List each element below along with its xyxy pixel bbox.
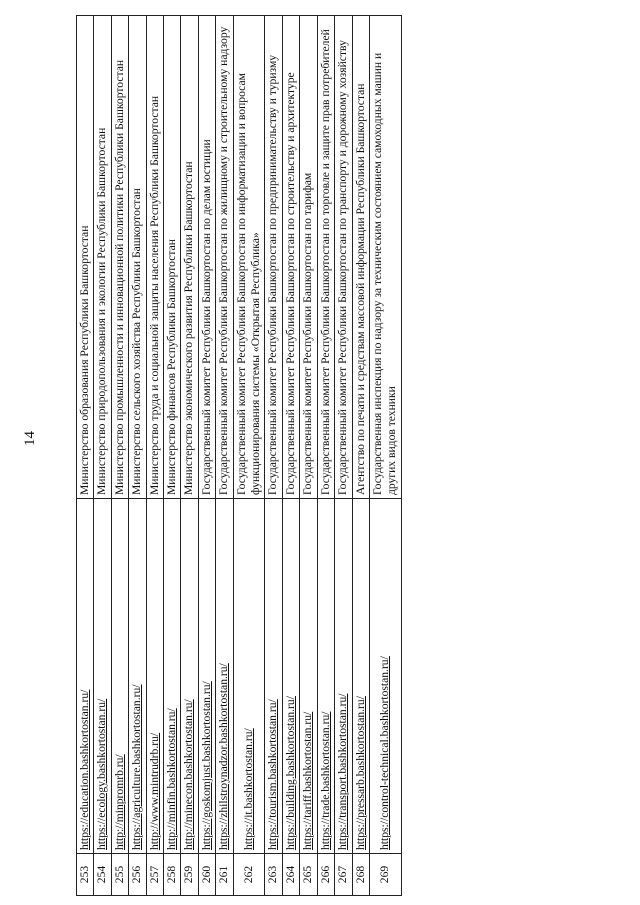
website-cell [129, 499, 146, 854]
website-link[interactable]: https://it.bashkortostan.ru/ [241, 728, 255, 850]
row-number: 268 [352, 854, 369, 896]
table-row [198, 16, 215, 896]
table-row [77, 16, 94, 896]
website-cell [282, 499, 299, 854]
organization-name: Государственный комитет Республики Башкортостан по делам юстиции [198, 16, 215, 499]
organization-name: Государственный комитет Республики Башкортостан по транспорту и дорожному хозяйству [335, 16, 352, 499]
table-row [146, 16, 163, 896]
row-number: 266 [317, 854, 334, 896]
table-row [129, 16, 146, 896]
website-link[interactable]: https://building.bashkortostan.ru/ [283, 696, 297, 850]
website-link[interactable]: https://control-technical.bashkortostan.ru/ [378, 656, 392, 850]
row-number: 257 [146, 854, 163, 896]
table-row [300, 16, 317, 896]
website-cell [181, 499, 198, 854]
website-link[interactable]: http://minecon.bashkortostan.ru/ [182, 699, 196, 850]
organization-name: Государственный комитет Республики Башкортостан по торговле и защите прав потребителей [317, 16, 334, 499]
table-body [77, 16, 402, 896]
website-cell [77, 499, 94, 854]
organization-name: Министерство финансов Республики Башкортостан [164, 16, 181, 499]
table-row [216, 16, 233, 896]
website-cell [233, 499, 265, 854]
table-row [181, 16, 198, 896]
organization-name: Министерство труда и социальной защиты населения Республики Башкортостан [146, 16, 163, 499]
website-link[interactable]: https://pressarb.bashkortostan.ru/ [353, 696, 367, 850]
website-cell [111, 499, 128, 854]
sites-table [76, 15, 402, 896]
organization-name: Агентство по печати и средствам массовой информации Республики Башкортостан [352, 16, 369, 499]
organization-name: Государственная инспекция по надзору за техническим состоянием самоходных машин и других видов техники [369, 16, 401, 499]
website-cell [300, 499, 317, 854]
website-cell [369, 499, 401, 854]
website-link[interactable]: https://tourism.bashkortostan.ru/ [266, 699, 280, 850]
organization-name: Министерство экономического развития Республики Башкортостан [181, 16, 198, 499]
organization-name: Государственный комитет Республики Башкортостан по строительству и архитектуре [282, 16, 299, 499]
row-number: 259 [181, 854, 198, 896]
website-cell [317, 499, 334, 854]
row-number: 262 [233, 854, 265, 896]
website-link[interactable]: http://minfin.bashkortostan.ru/ [165, 708, 179, 850]
website-link[interactable]: https://tariff.bashkortostan.ru/ [301, 711, 315, 850]
website-link[interactable]: https://zhilstroynadzor.bashkortostan.ru/ [217, 663, 231, 850]
website-cell [198, 499, 215, 854]
website-link[interactable]: https://goskomjust.bashkortostan.ru/ [199, 681, 213, 850]
table-row [335, 16, 352, 896]
website-cell [94, 499, 111, 854]
row-number: 264 [282, 854, 299, 896]
organization-name: Государственный комитет Республики Башкортостан по информатизации и вопросам функционирования системы «Открытая Республика» [233, 16, 265, 499]
row-number: 258 [164, 854, 181, 896]
row-number: 263 [265, 854, 282, 896]
organization-name: Министерство образования Республики Башкортостан [77, 16, 94, 499]
row-number: 261 [216, 854, 233, 896]
table-row [94, 16, 111, 896]
row-number: 253 [77, 854, 94, 896]
table-row [369, 16, 401, 896]
website-cell [164, 499, 181, 854]
website-cell [265, 499, 282, 854]
table-row [265, 16, 282, 896]
table-row [164, 16, 181, 896]
row-number: 267 [335, 854, 352, 896]
rotated-table-container [76, 16, 402, 896]
table-row [352, 16, 369, 896]
website-link[interactable]: https://transport.bashkortostan.ru/ [336, 693, 350, 850]
row-number: 256 [129, 854, 146, 896]
table-row [111, 16, 128, 896]
row-number: 265 [300, 854, 317, 896]
website-link[interactable]: https://agriculture.bashkortostan.ru/ [130, 684, 144, 850]
website-link[interactable]: https://ecology.bashkortostan.ru/ [95, 698, 109, 850]
website-cell [352, 499, 369, 854]
website-link[interactable]: https://trade.bashkortostan.ru/ [318, 711, 332, 850]
row-number: 269 [369, 854, 401, 896]
organization-name: Министерство сельского хозяйства Республики Башкортостан [129, 16, 146, 499]
row-number: 255 [111, 854, 128, 896]
website-cell [146, 499, 163, 854]
organization-name: Государственный комитет Республики Башкортостан по предпринимательству и туризму [265, 16, 282, 499]
row-number: 260 [198, 854, 215, 896]
organization-name: Государственный комитет Республики Башкортостан по тарифам [300, 16, 317, 499]
row-number: 254 [94, 854, 111, 896]
website-cell [335, 499, 352, 854]
organization-name: Министерство промышленности и инновационной политики Республики Башкортостан [111, 16, 128, 499]
page-number: 14 [22, 431, 38, 446]
organization-name: Государственный комитет Республики Башкортостан по жилищному и строительному надзору [216, 16, 233, 499]
website-link[interactable]: http://www.mintrudrb.ru/ [147, 732, 161, 850]
website-link[interactable]: http://minpromrb.ru/ [112, 754, 126, 850]
website-cell [216, 499, 233, 854]
website-link[interactable]: https://education.bashkortostan.ru/ [78, 689, 91, 850]
table-row [282, 16, 299, 896]
table-row [233, 16, 265, 896]
table-row [317, 16, 334, 896]
organization-name: Министерство природопользования и экологии Республики Башкортостан [94, 16, 111, 499]
